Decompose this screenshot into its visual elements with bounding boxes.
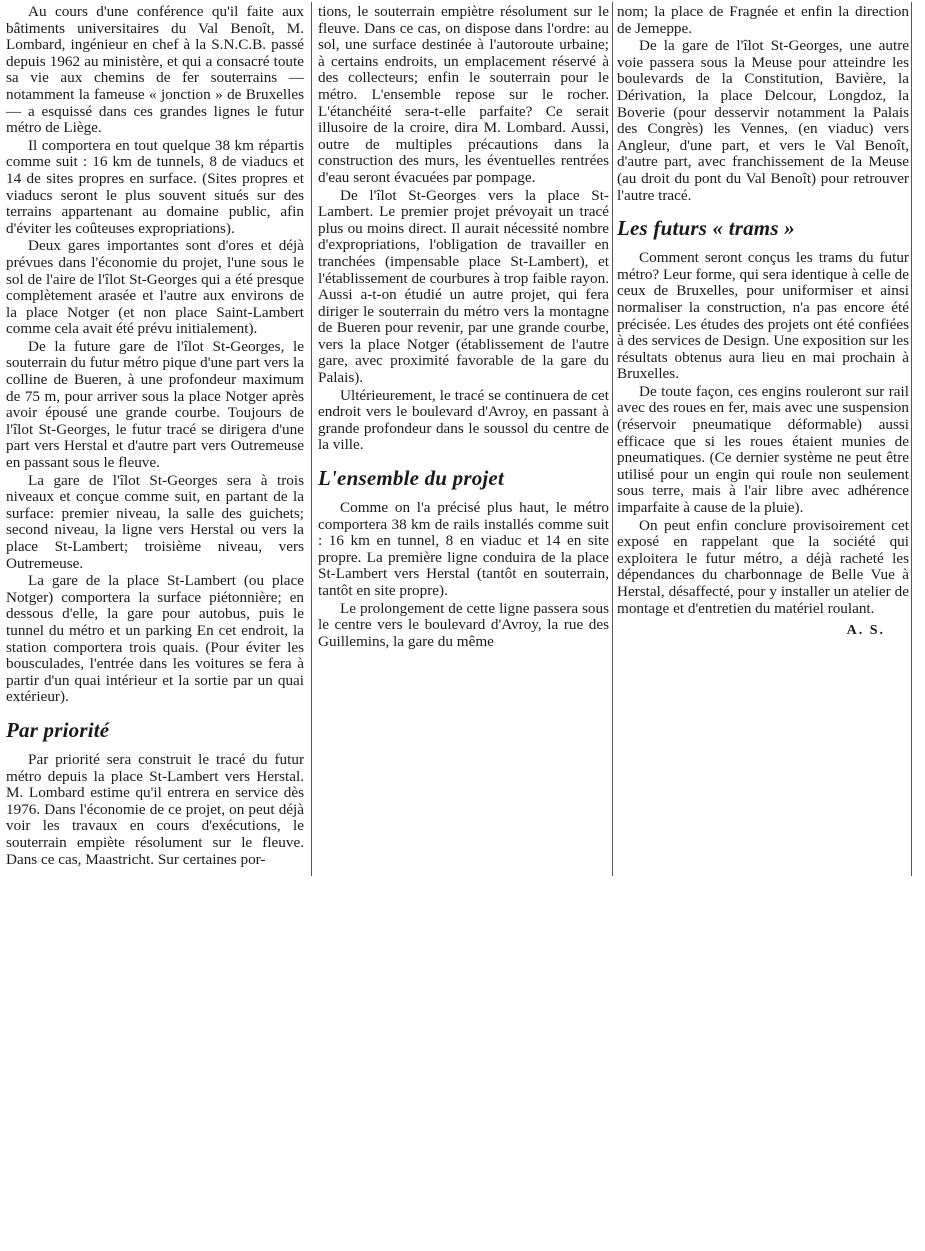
paragraph: La gare de l'îlot St-Georges sera à trois niveaux et conçue comme suit, en partant de la surface: premier niveau, la salle des guichets; second niveau, la ligne vers Herstal ou vers la place St-Lambert; troisième niveau, vers Outremeuse. [6, 471, 304, 572]
paragraph: Deux gares importantes sont d'ores et déjà prévues dans l'économie du projet, l'une sous le sol de l'aire de l'îlot St-Georges qui a été presque complètement arasée et l'autre aux environs de la place Notger (et non place Saint-Lambert comme cela avait été prévu initialement). [6, 237, 304, 338]
author-signature: A. S. [846, 623, 885, 639]
column-rule-edge [911, 2, 912, 876]
paragraph: De l'îlot St-Georges vers la place St-Lambert. Le premier projet prévoyait un tracé plus ou moins direct. Il aurait nécessité nombre d'expropriations, l'obligation de travailler en tranchées (impensable place St-Lambert), et l'établissement de courbures à trop faible rayon. Aussi a-t-on étudié un autre projet, qui fera diriger le souterrain du métro vers la montagne de Bueren pour revenir, par une grande courbe, vers la place Notger (établissement de l'autre gare, avec proximité favorable de la gare du Palais). [318, 186, 609, 387]
paragraph: Comment seront conçus les trams du futur métro? Leur forme, qui sera identique à celle de ceux de Bruxelles, pour uniformiser et ainsi normaliser la construction, n'a pas encore été précisée. Les études des projets ont été confiées à des services de Design. Une exposition sur les résultats obtenus aura lieu en mai prochain à Bruxelles. [617, 249, 909, 383]
paragraph: Le prolongement de cette ligne passera sous le centre vers le boulevard d'Avroy, la rue des Guillemins, la gare du même [318, 599, 609, 650]
column-rule-left [311, 2, 312, 876]
paragraph: Par priorité sera construit le tracé du futur métro depuis la place St-Lambert vers Herstal. M. Lombard estime qu'il entrera en service dès 1976. Dans l'économie de ce projet, on peut déjà voir les travaux en cours d'exécutions, le souterrain empiète résolument sur le fleuve. Dans ce cas, Maastricht. Sur certaines por- [6, 750, 304, 868]
paragraph: On peut enfin conclure provisoirement cet exposé en rappelant que la société qui exploitera le futur métro, a déjà racheté les dépendances du charbonnage de Belle Vue à Herstal, désaffecté, pour y installer un atelier de montage et d'entretien du matériel roulant. [617, 516, 909, 617]
paragraph: De la future gare de l'îlot St-Georges, le souterrain du futur métro pique d'une part vers la colline de Bueren, à une profondeur maximum de 75 m, pour arriver sous la place Notger après avoir épousé une grande courbe. Toujours de l'îlot St-Georges, le futur tracé se dirigera d'une part vers Herstal et d'autre part vers Outremeuse en passant sous le fleuve. [6, 337, 304, 472]
paragraph: tions, le souterrain empiètre résolument sur le fleuve. Dans ce cas, on dispose dans l'ordre: au sol, une surface destinée à l'autoroute urbaine; à certains endroits, un emplacement réservé à des collecteurs; enfin le souterrain pour le métro. L'ensemble repose sur le rocher. L'étanchéité sera-t-elle parfaite? Ce serait illusoire de la croire, dira M. Lombard. Aussi, outre de multiples précautions dans la construction des murs, les éventuelles rentrées d'eau seront évacuées par pompage. [318, 3, 609, 186]
section-heading-ensemble-du-projet: L'ensemble du projet [318, 466, 504, 491]
paragraph: Au cours d'une conférence qu'il faite aux bâtiments universitaires du Val Benoît, M. Lombard, ingénieur en chef à la S.N.C.B. passé depuis 1962 au ministère, et qui a consacré toute sa vie aux chemins de fer souterrains — notamment la fameuse « jonction » de Bruxelles — a esquissé dans ces grandes lignes le futur métro de Liège. [6, 3, 304, 137]
paragraph: De toute façon, ces engins rouleront sur rail avec des roues en fer, mais avec une suspension (réservoir pneumatique déformable) aussi efficace que si les roues étaient munies de pneumatiques. (Ce dernier système ne peut être utilisé pour un engin qui roule non seulement sous terre, mais à l'air libre avec adhérence imparfaite à cause de la pluie). [617, 382, 909, 517]
article-column-2 [318, 4, 609, 650]
paragraph: nom; la place de Fragnée et enfin la direction de Jemeppe. [617, 3, 909, 37]
paragraph: De la gare de l'îlot St-Georges, une autre voie passera sous la Meuse pour atteindre les boulevards de la Constitution, Bavière, la Dérivation, la place Delcour, Longdoz, la Boverie (pour desservir notamment la Palais des Congrès) les Vennes, (en viaduc) vers Angleur, d'une part, et vers le Val Benoît, d'autre part, avec franchissement de la Meuse (au droit du pont du Val Benoît) pour retrouver l'autre tracé. [617, 37, 909, 204]
paragraph: Ultérieurement, le tracé se continuera de cet endroit vers le boulevard d'Avroy, en passant à grande profondeur dans le soussol du centre de la ville. [318, 386, 609, 454]
article-column-1 [6, 4, 304, 868]
paragraph: La gare de la place St-Lambert (ou place Notger) comportera la surface piétonnière; en dessous d'elle, la gare pour autobus, puis le tunnel du métro et un parking En cet endroit, la station comportera trois quais. (Pour éviter les bousculades, l'entrée dans les voitures se fera à partir d'un quai intérieur et la sortie par un quai extérieur). [6, 572, 304, 706]
section-heading-par-priorite: Par priorité [6, 717, 110, 742]
paragraph: Il comportera en tout quelque 38 km répartis comme suit : 16 km de tunnels, 8 de viaducs et 14 de sites propres en surface. (Sites propres et viaducs seront le plus souvent situés sur des terrains appartenant au domaine public, afin d'éviter les coûteuses expropriations). [6, 136, 304, 237]
column-rule-right [612, 2, 613, 876]
article-column-3 [617, 4, 909, 640]
paragraph: Comme on l'a précisé plus haut, le métro comportera 38 km de rails installés comme suit : 16 km en tunnel, 8 en viaduc et 14 en site propre. La première ligne conduira de la place St-Lambert vers Herstal (tantôt en souterrain, tantôt en site propre). [318, 499, 609, 599]
section-heading-futurs-trams: Les futurs « trams » [617, 216, 795, 241]
